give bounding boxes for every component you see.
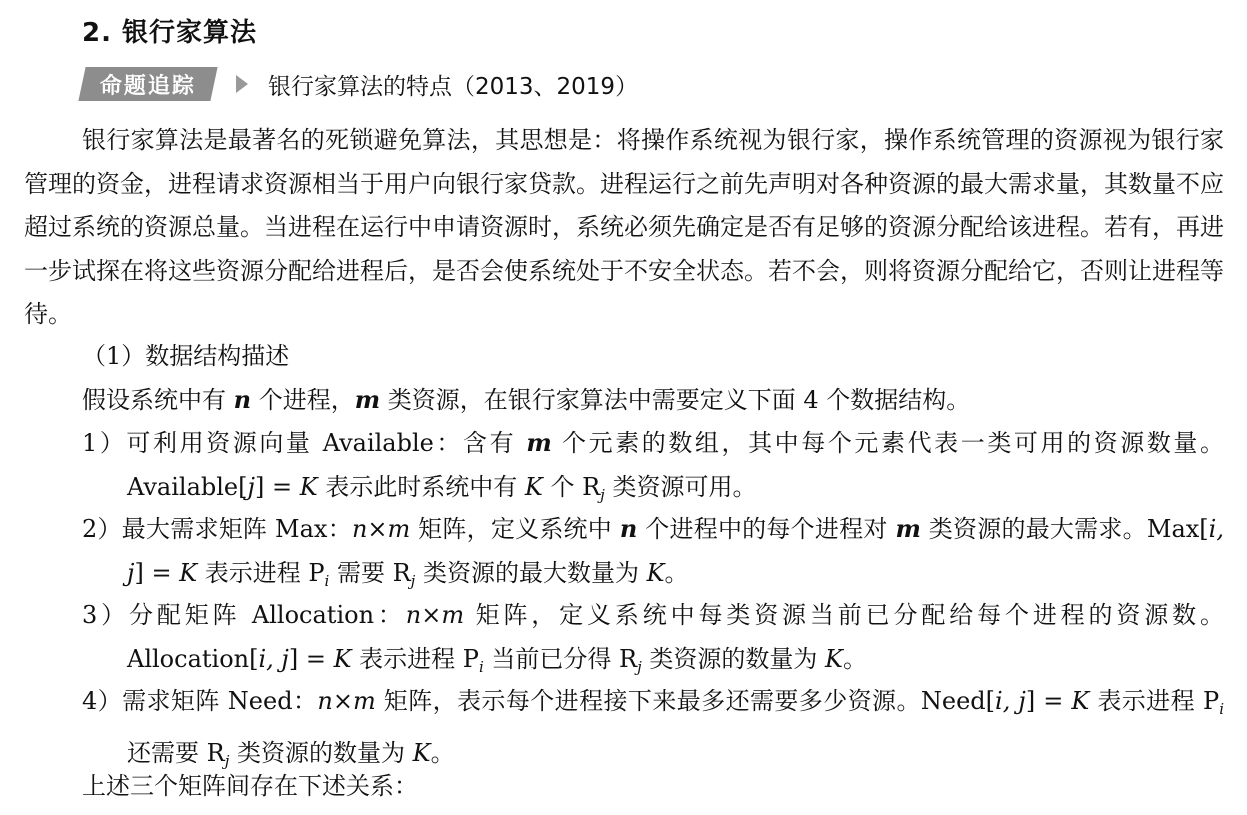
- list-item-allocation: 3）分配矩阵 Allocation：n×m 矩阵，定义系统中每类资源当前已分配给每个进程的资源数。Allocation[i, j] = K 表示进程 $P_i$ 当前已分得 $R_j$ 类资源的数量为 K。: [82, 601, 1224, 676]
- topic-tracking-text: 银行家算法的特点（2013、2019）: [268, 73, 639, 100]
- data-structures-heading: （1）数据结构描述: [82, 342, 290, 370]
- intro-paragraph: 银行家算法是最著名的死锁避免算法，其思想是：将操作系统视为银行家，操作系统管理的资源视为银行家管理的资金，进程请求资源相当于用户向银行家贷款。进程运行之前先声明对各种资源的最大需求量，其数量不应超过系统的资源总量。当进程在运行中申请资源时，系统必须先确定是否有足够的资源分配给该进程。若有，再进一步试探在将这些资源分配给进程后，是否会使系统处于不安全状态。若不会，则将资源分配给它，否则让进程等待。: [24, 126, 1224, 328]
- topic-tracking-badge: 命题追踪: [78, 67, 217, 101]
- triangle-arrow-icon: [236, 75, 248, 93]
- assumption-line: 假设系统中有 n 个进程，m 类资源，在银行家算法中需要定义下面 4 个数据结构。: [82, 385, 971, 414]
- list-item-available: 1）可利用资源向量 Available：含有 m 个元素的数组，其中每个元素代表一类可用的资源数量。Available[j] = K 表示此时系统中有 K 个 $R_j$ 类资源可用。: [82, 428, 1225, 504]
- list-item-max: 2）最大需求矩阵 Max：n×m 矩阵，定义系统中 n 个进程中的每个进程对 m 类资源的最大需求。Max[i, j] = K 表示进程 $P_i$ 需要 $R_j$ 类资源的最大数量为 K。: [82, 514, 1224, 590]
- section-title: 银行家算法: [122, 18, 258, 48]
- section-heading: [82, 12, 257, 49]
- topic-tracking-row: [82, 64, 638, 104]
- relation-line: 上述三个矩阵间存在下述关系：: [82, 772, 418, 800]
- list-item-need: 4）需求矩阵 Need：n×m 矩阵，表示每个进程接下来最多还需要多少资源。Need[i, j] = K 表示进程 $P_i$ 还需要 $R_j$ 类资源的数量为 K。: [82, 687, 1225, 770]
- section-number: 2.: [82, 18, 112, 48]
